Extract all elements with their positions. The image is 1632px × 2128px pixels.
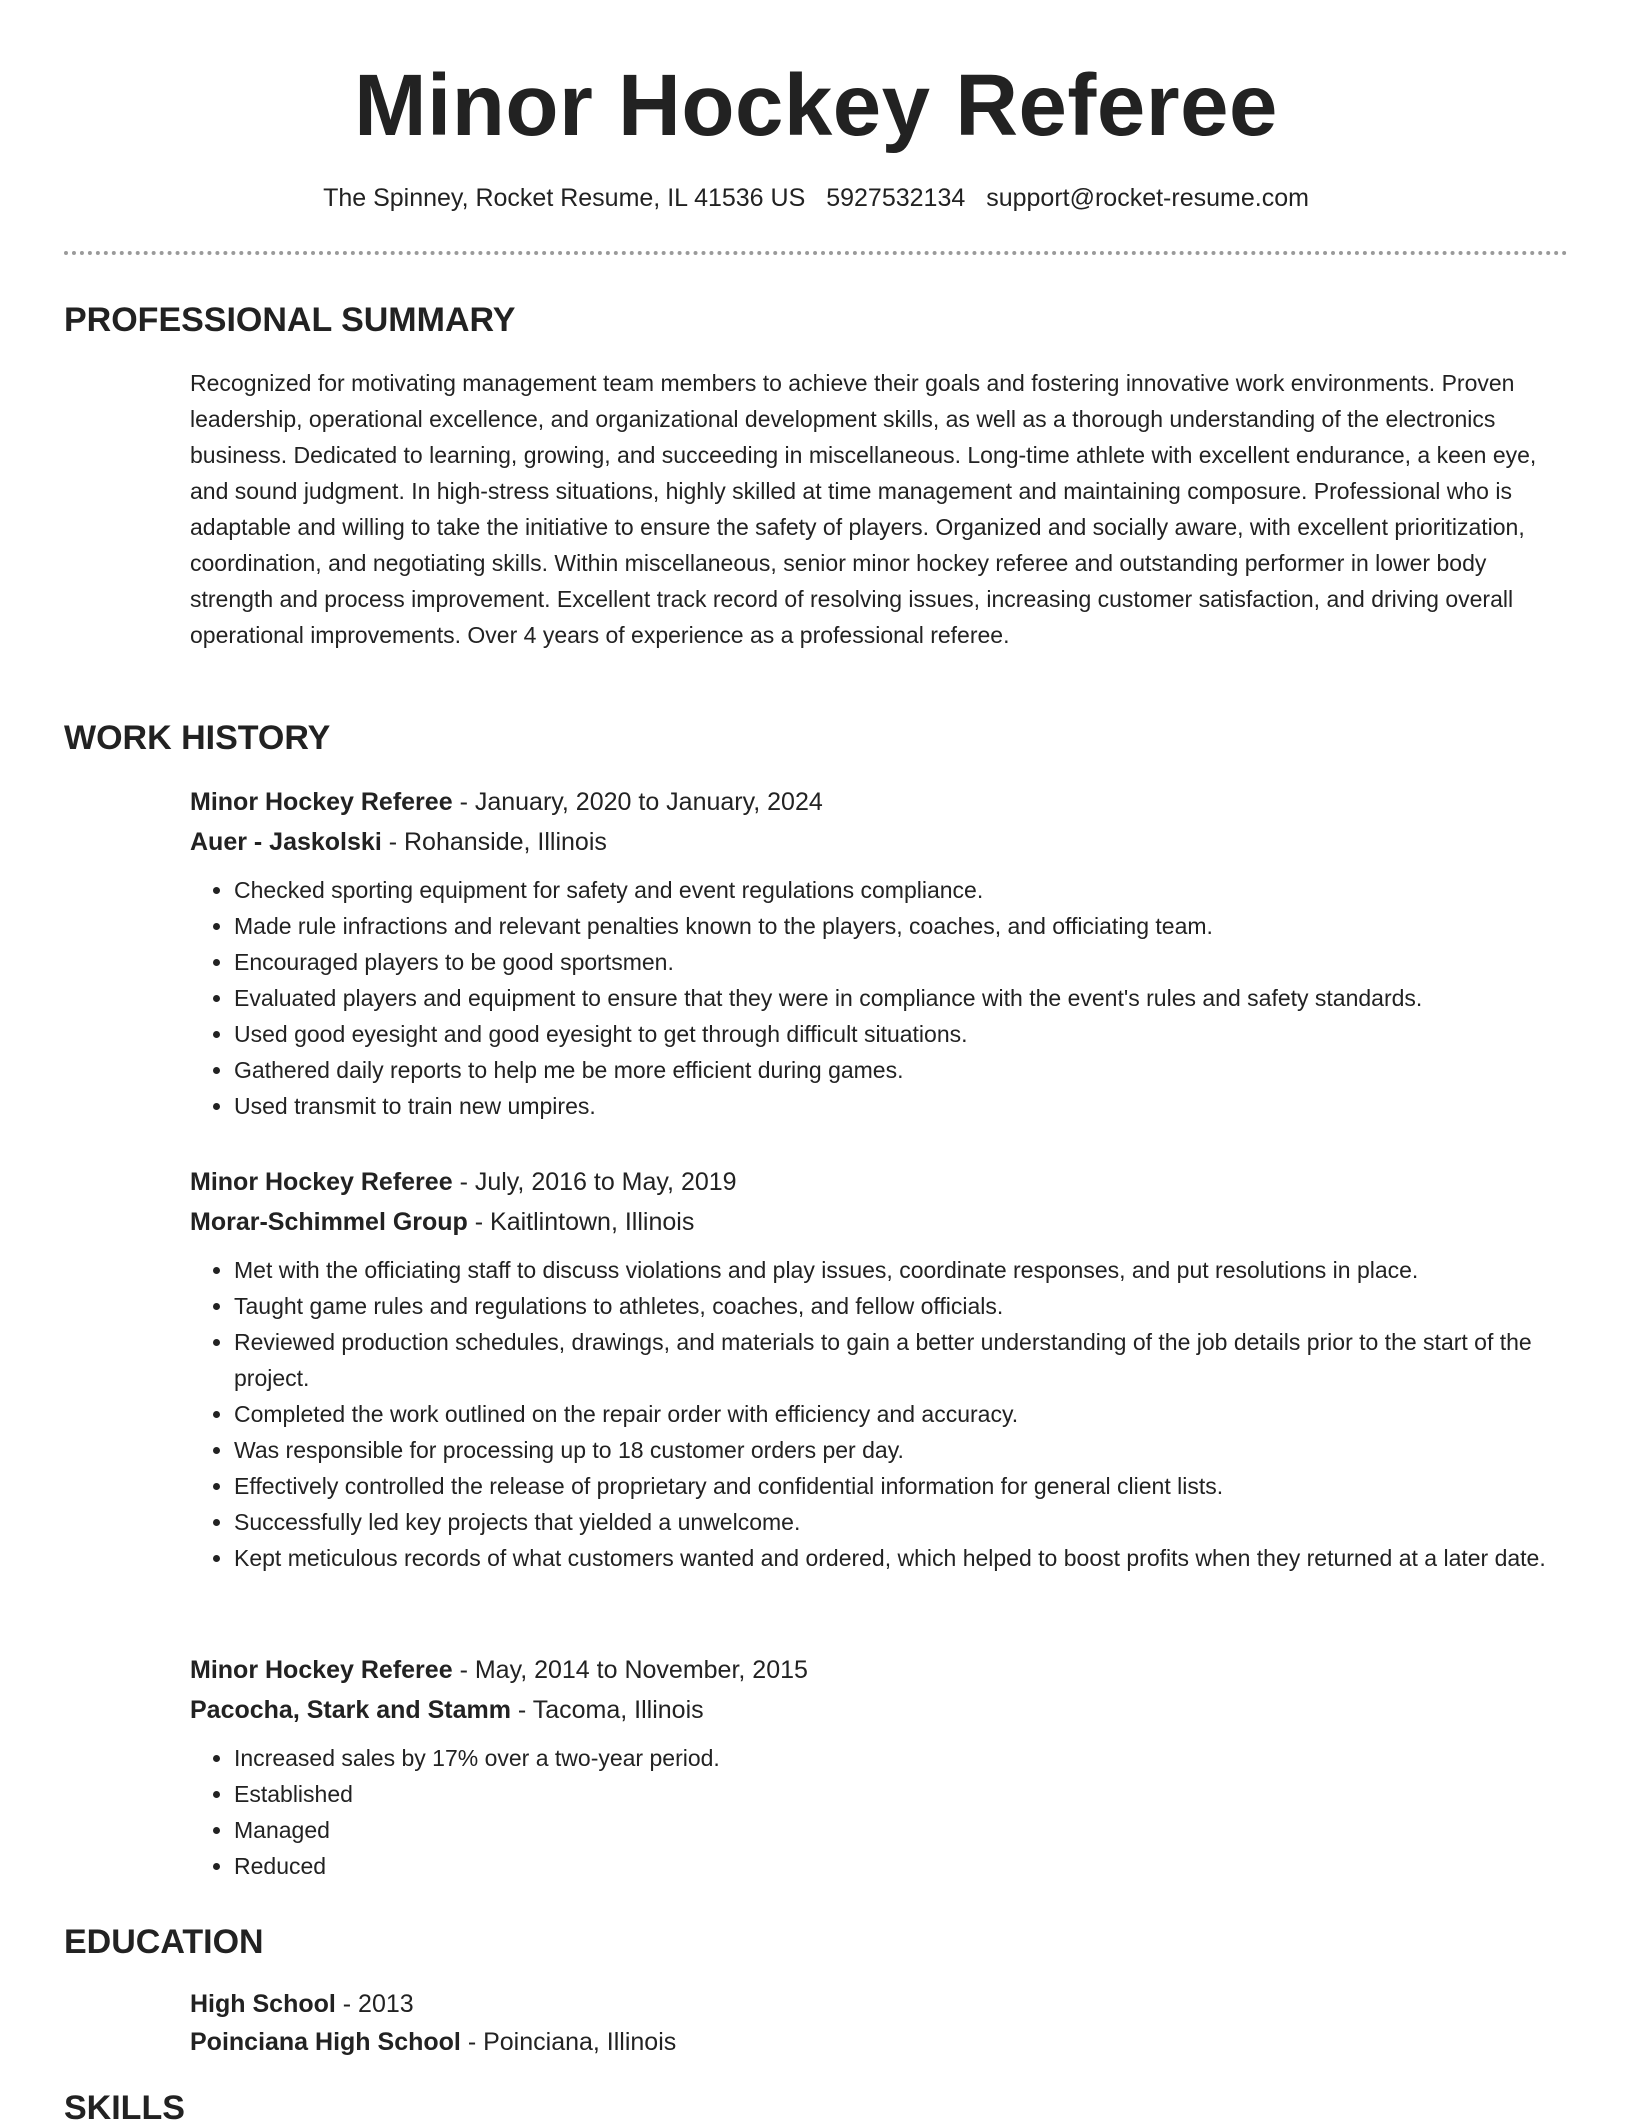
education-school: Poinciana High School — [190, 2028, 461, 2056]
job-bullets — [190, 872, 1570, 1124]
header-divider — [64, 251, 1568, 255]
section-title-summary: PROFESSIONAL SUMMARY — [64, 301, 516, 339]
job-role: Minor Hockey Referee — [190, 788, 453, 816]
job-bullet: • Met with the officiating staff to discuss violations and play issues, coordinate responses, and put resolutions in place. — [234, 1252, 1570, 1288]
job-bullets — [190, 1740, 1570, 1884]
job-bullet: • Checked sporting equipment for safety and event regulations compliance. — [234, 872, 1570, 908]
contact-address: The Spinney, Rocket Resume, IL 41536 US — [323, 184, 806, 212]
job-dates: - January, 2020 to January, 2024 — [459, 788, 823, 816]
job-bullet: • Evaluated players and equipment to ensure that they were in compliance with the event's rules and safety standards. — [234, 980, 1570, 1016]
job-bullet: • Reviewed production schedules, drawings, and materials to gain a better understanding of the job details prior to the start of the project. — [234, 1324, 1570, 1396]
job-bullet: • Was responsible for processing up to 18 customer orders per day. — [234, 1432, 1570, 1468]
job-bullet: • Completed the work outlined on the repair order with efficiency and accuracy. — [234, 1396, 1570, 1432]
job-dates: - July, 2016 to May, 2019 — [459, 1168, 737, 1196]
job-bullet: • Successfully led key projects that yielded a unwelcome. — [234, 1504, 1570, 1540]
job-company-line — [190, 1690, 1570, 1730]
job-entry — [190, 1650, 1570, 1884]
job-bullet: • Increased sales by 17% over a two-year period. — [234, 1740, 1570, 1776]
job-company: Pacocha, Stark and Stamm — [190, 1696, 511, 1724]
job-company: Morar-Schimmel Group — [190, 1208, 468, 1236]
job-title-line — [190, 1162, 1570, 1202]
education-degree: High School — [190, 1990, 336, 2018]
job-location: - Tacoma, Illinois — [517, 1696, 704, 1724]
job-company-line — [190, 1202, 1570, 1242]
education-entry — [190, 1985, 1570, 2061]
job-entry — [190, 782, 1570, 1124]
job-bullet: • Used transmit to train new umpires. — [234, 1088, 1570, 1124]
section-title-education: EDUCATION — [64, 1923, 264, 1961]
job-location: - Rohanside, Illinois — [388, 828, 607, 856]
job-company: Auer - Jaskolski — [190, 828, 382, 856]
job-location: - Kaitlintown, Illinois — [474, 1208, 695, 1236]
job-dates: - May, 2014 to November, 2015 — [459, 1656, 808, 1684]
job-bullet: • Managed — [234, 1812, 1570, 1848]
job-bullet: • Made rule infractions and relevant penalties known to the players, coaches, and officiating team. — [234, 908, 1570, 944]
education-degree-line — [190, 1985, 1570, 2023]
job-bullet: • Established — [234, 1776, 1570, 1812]
job-bullets — [190, 1252, 1570, 1576]
section-title-skills: SKILLS — [64, 2089, 185, 2127]
summary-text: Recognized for motivating management team members to achieve their goals and fostering innovative work environments. Proven leadership, operational excellence, and organizational development skills, as well as a thorough understanding of the electronics business. Dedicated to learning, growing, and succeeding in miscellaneous. Long-time athlete with excellent endurance, a keen eye, and sound judgment. In high-stress situations, highly skilled at time management and maintaining composure. Professional who is adaptable and willing to take the initiative to ensure the safety of players. Organized and socially aware, with excellent prioritization, coordination, and negotiating skills. Within miscellaneous, senior minor hockey referee and outstanding performer in lower body strength and process improvement. Excellent track record of resolving issues, increasing customer satisfaction, and driving overall operational improvements. Over 4 years of experience as a professional referee. — [190, 370, 1537, 648]
job-bullet: • Gathered daily reports to help me be more efficient during games. — [234, 1052, 1570, 1088]
job-bullet: • Effectively controlled the release of proprietary and confidential information for general client lists. — [234, 1468, 1570, 1504]
job-bullet: • Encouraged players to be good sportsmen. — [234, 944, 1570, 980]
contact-email: support@rocket-resume.com — [986, 184, 1309, 212]
job-company-line — [190, 822, 1570, 862]
summary-block — [190, 365, 1570, 653]
job-bullet: • Reduced — [234, 1848, 1570, 1884]
job-entry — [190, 1162, 1570, 1576]
job-bullet: • Taught game rules and regulations to athletes, coaches, and fellow officials. — [234, 1288, 1570, 1324]
education-year: - 2013 — [342, 1990, 414, 2018]
job-bullet: • Kept meticulous records of what customers wanted and ordered, which helped to boost profits when they returned at a later date. — [234, 1540, 1570, 1576]
job-title-line — [190, 1650, 1570, 1690]
job-title-line — [190, 782, 1570, 822]
section-title-work-history: WORK HISTORY — [64, 719, 331, 757]
education-school-line — [190, 2023, 1570, 2061]
contact-phone: 5927532134 — [826, 184, 966, 212]
job-bullet: • Used good eyesight and good eyesight to get through difficult situations. — [234, 1016, 1570, 1052]
education-location: - Poinciana, Illinois — [467, 2028, 677, 2056]
resume-page — [64, 0, 1568, 2127]
contact-line — [64, 182, 1568, 214]
resume-name: Minor Hockey Referee — [354, 57, 1278, 154]
job-role: Minor Hockey Referee — [190, 1168, 453, 1196]
job-role: Minor Hockey Referee — [190, 1656, 453, 1684]
